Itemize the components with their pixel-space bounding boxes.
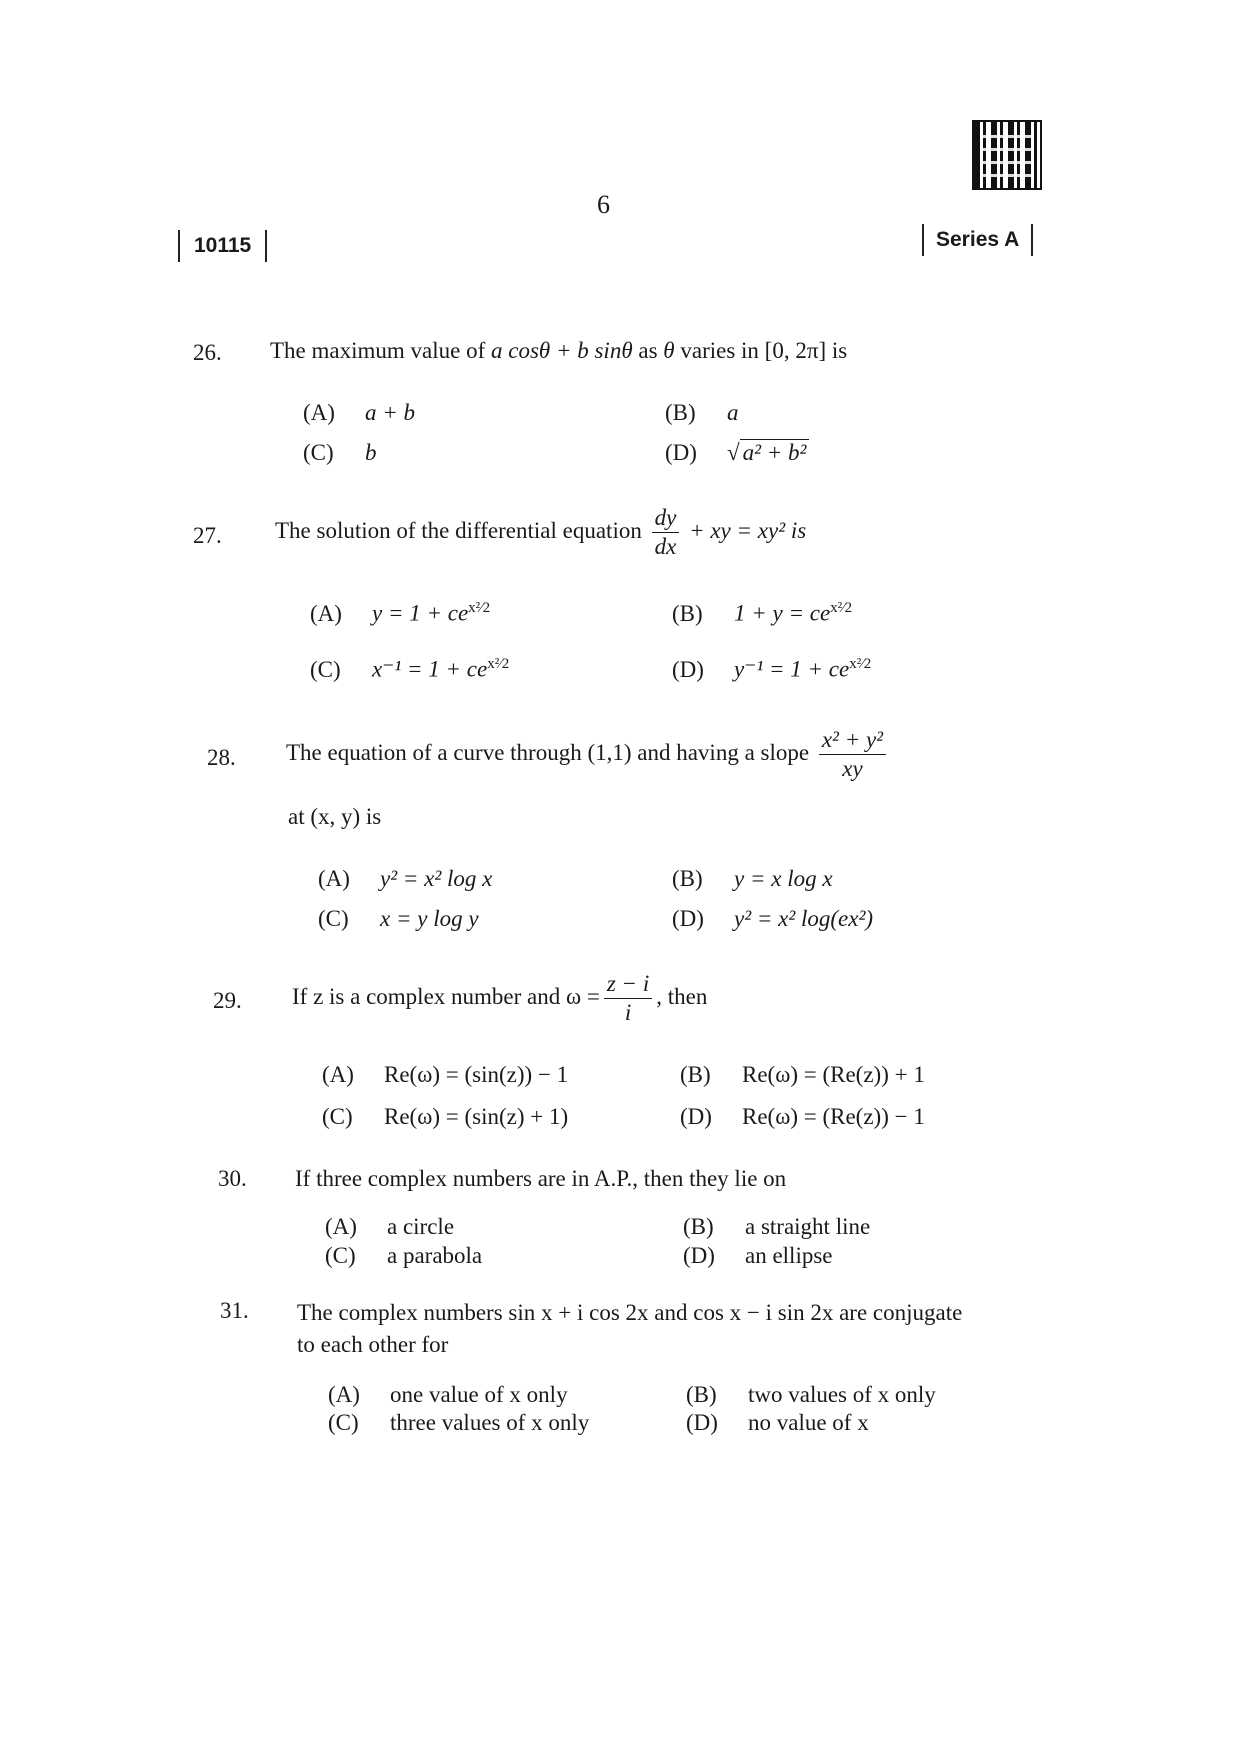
- option-d: (D) y² = x² log(ex²): [672, 906, 873, 931]
- option-b: (B) a straight line: [683, 1214, 871, 1239]
- question-number: 31.: [220, 1298, 249, 1323]
- option-c: (C) x = y log y: [318, 906, 479, 931]
- option-d: (D) no value of x: [686, 1410, 869, 1435]
- page-number: 6: [597, 190, 610, 219]
- option-a: (A) $y = 1 + ce^{x^2⁄2}$: [310, 600, 491, 626]
- question-number: 30.: [218, 1166, 247, 1191]
- option-b: (B) two values of x only: [686, 1382, 936, 1407]
- option-a: (A) one value of x only: [328, 1382, 568, 1407]
- data-matrix-code-icon: [972, 120, 1042, 190]
- option-c: (C) Re(ω) = (sin(z) + 1): [322, 1104, 569, 1129]
- option-b: (B) a: [665, 400, 739, 425]
- question-text: If three complex numbers are in A.P., then they lie on: [295, 1166, 787, 1191]
- question-text-line2: to each other for: [297, 1332, 449, 1357]
- question-text: The maximum value of a cosθ + b sinθ as θ varies in [0, 2π] is: [270, 338, 848, 363]
- question-number: 29.: [213, 988, 242, 1013]
- option-c: (C) b: [303, 440, 377, 465]
- option-d: (D) an ellipse: [683, 1243, 833, 1268]
- question-text: If z is a complex number and ω = $\frac{z - i}{i}$ , then: [292, 971, 708, 1025]
- option-d: (D) $y^{-1} = 1 + ce^{x^2⁄2}$: [672, 656, 872, 682]
- option-b: (B) y = x log x: [672, 866, 833, 891]
- option-b: (B) $1 + y = ce^{x^2⁄2}$: [672, 600, 853, 626]
- option-c: (C) $x^{-1} = 1 + ce^{x^2⁄2}$: [310, 656, 510, 682]
- question-number: 28.: [207, 745, 236, 770]
- question-text: The solution of the differential equation $\frac{dy}{dx}$ + xy = xy² is: [275, 505, 807, 559]
- option-d: (D) √ a² + b²: [665, 440, 809, 466]
- option-a: (A) y² = x² log x: [318, 866, 493, 891]
- question-number: 26.: [193, 340, 222, 365]
- question-text: The complex numbers sin x + i cos 2x and cos x − i sin 2x are conjugate: [297, 1300, 963, 1325]
- question-number: 27.: [193, 523, 222, 548]
- option-a: (A) a circle: [325, 1214, 455, 1239]
- option-b: (B) Re(ω) = (Re(z)) + 1: [680, 1062, 925, 1087]
- series-badge: Series A: [922, 224, 1033, 256]
- option-a: (A) Re(ω) = (sin(z)) − 1: [322, 1062, 569, 1087]
- option-a: (A) a + b: [303, 400, 416, 425]
- option-d: (D) Re(ω) = (Re(z)) − 1: [680, 1104, 925, 1129]
- option-c: (C) three values of x only: [328, 1410, 590, 1435]
- option-c: (C) a parabola: [325, 1243, 483, 1268]
- question-text-line2: at (x, y) is: [288, 804, 382, 829]
- paper-code-badge: 10115: [178, 230, 267, 262]
- question-text: The equation of a curve through (1,1) and having a slope $\frac{\text{x² + y²}}{xy}$: [286, 726, 890, 783]
